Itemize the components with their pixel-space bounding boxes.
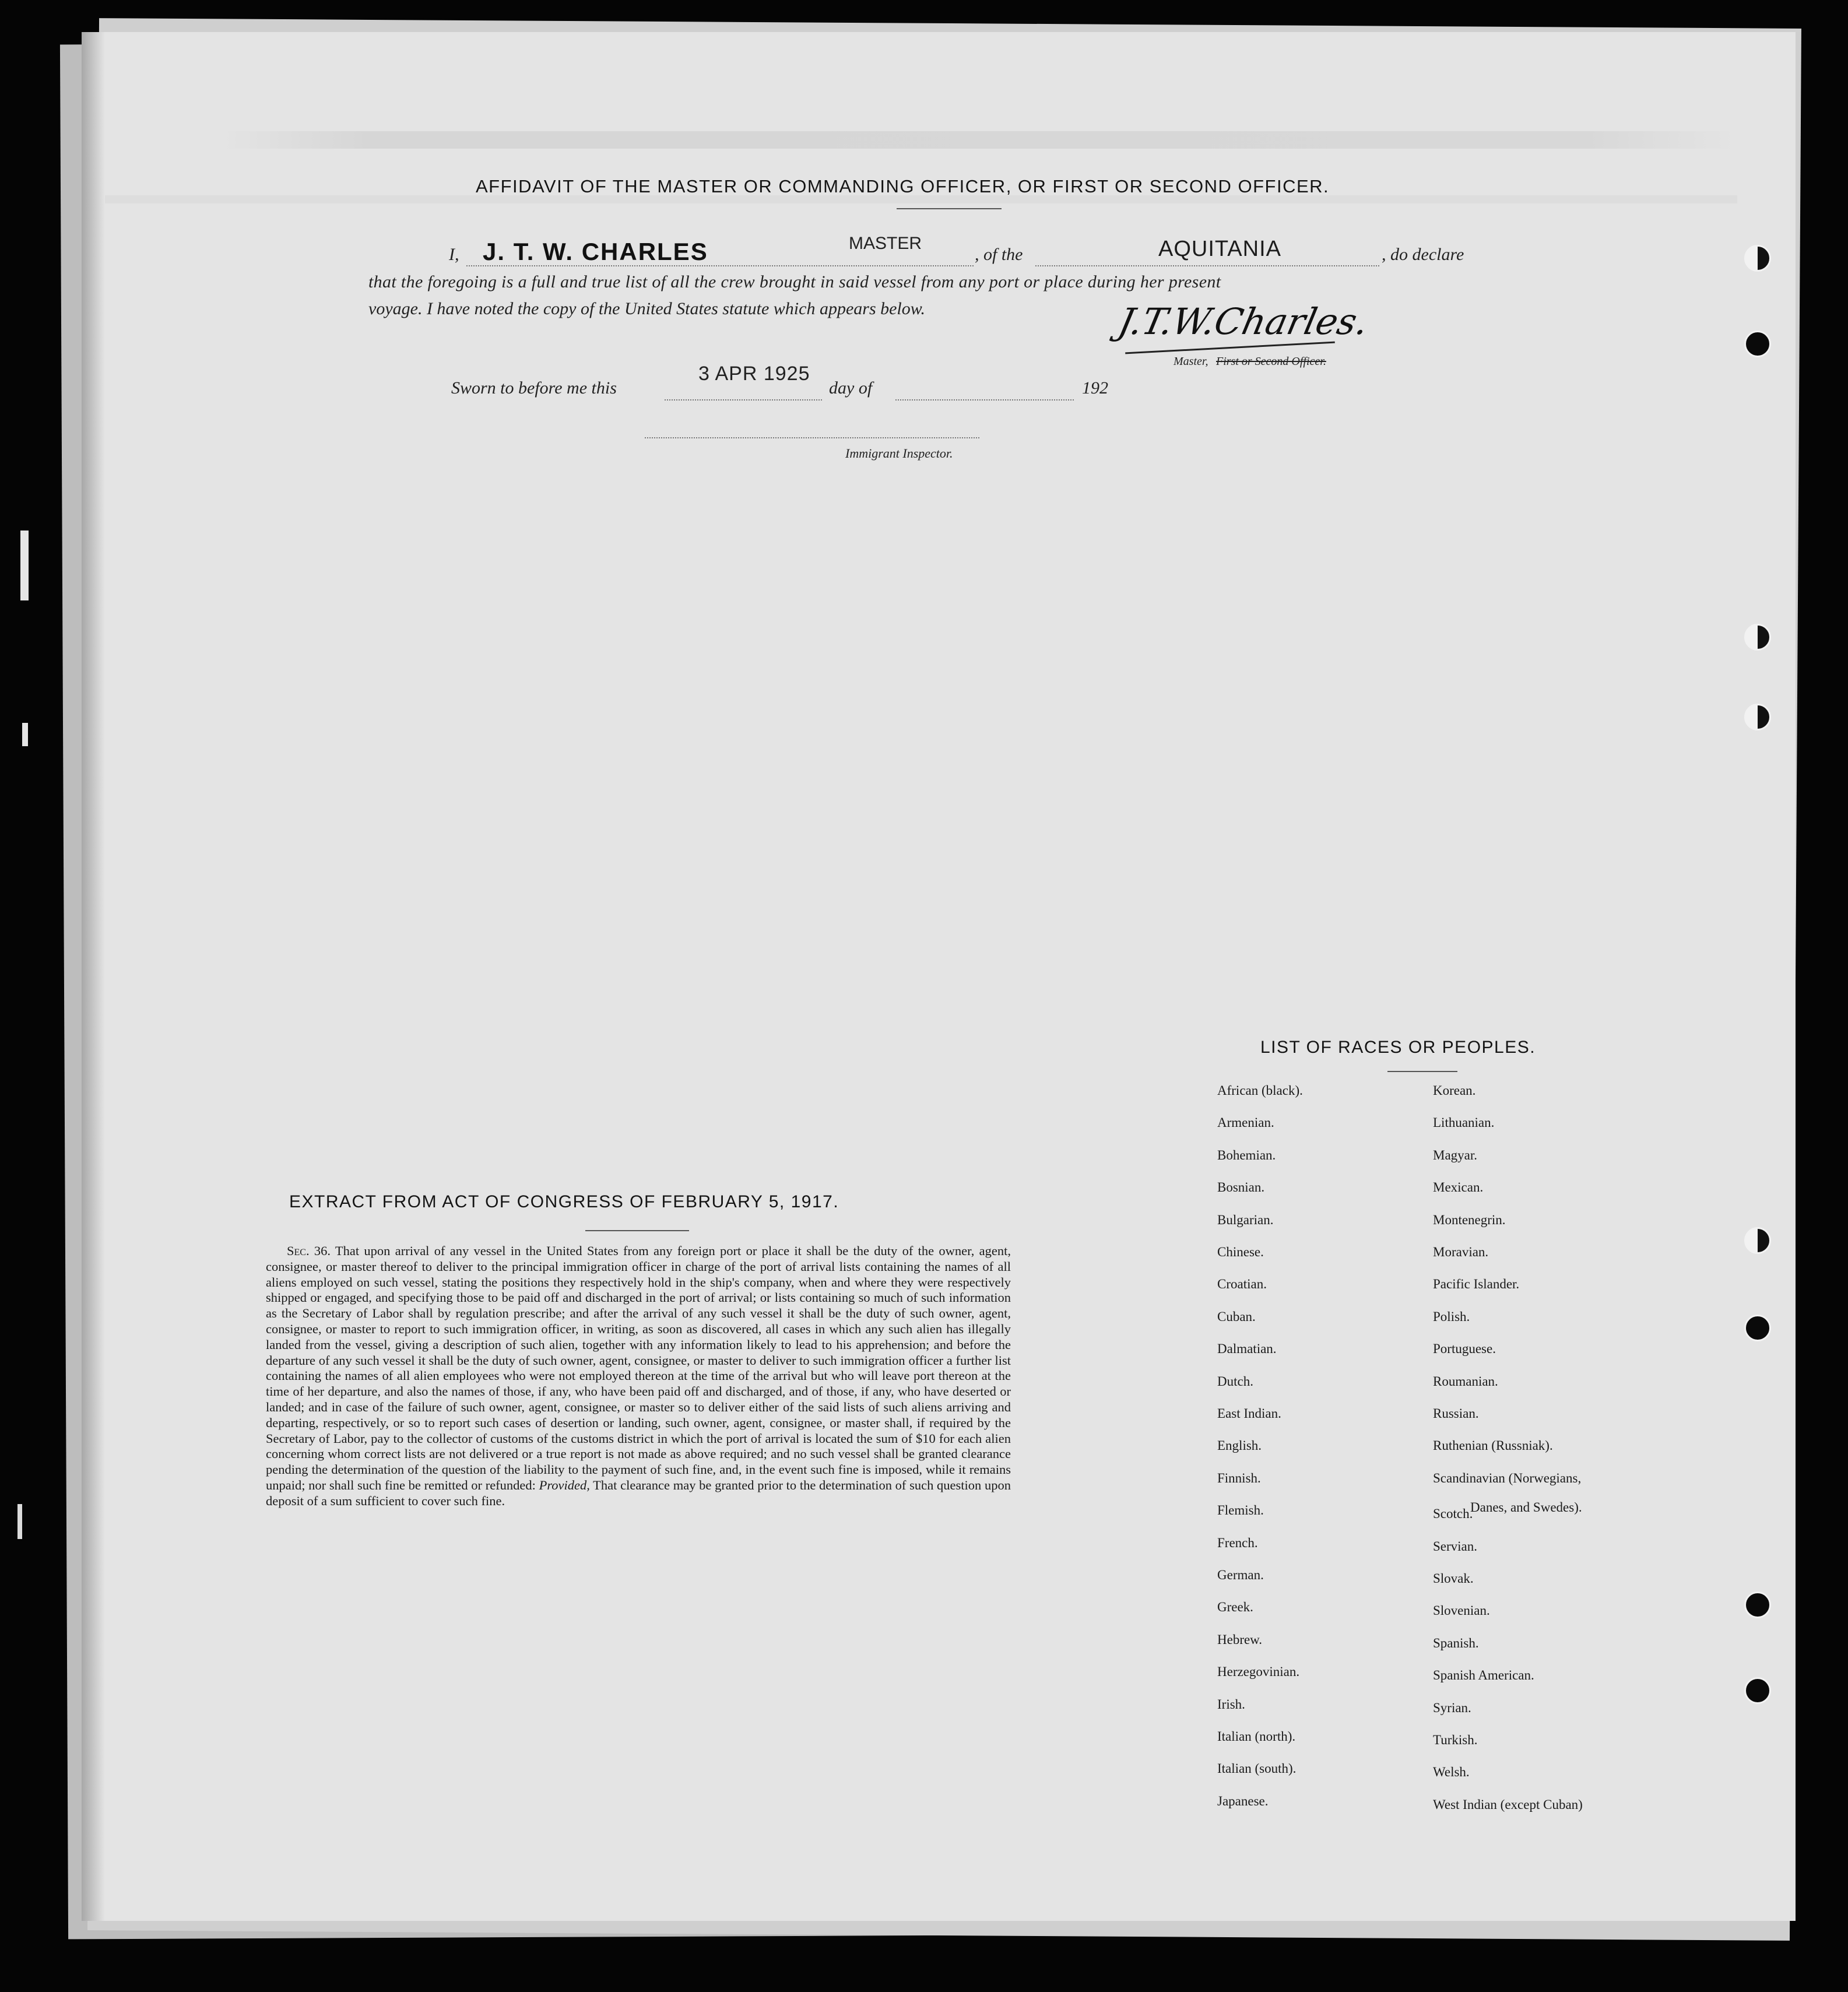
race-item: Servian. bbox=[1433, 1538, 1478, 1554]
master-signature: J.T.W.Charles. bbox=[1115, 300, 1373, 343]
race-item: Moravian. bbox=[1433, 1245, 1489, 1259]
races-divider bbox=[1387, 1071, 1457, 1072]
race-item: Slovenian. bbox=[1433, 1603, 1490, 1618]
sig-caption-master: Master, bbox=[1174, 355, 1208, 368]
binder-hole bbox=[1744, 704, 1771, 730]
extract-divider bbox=[585, 1230, 689, 1231]
race-item: Bulgarian. bbox=[1217, 1212, 1274, 1227]
race-item: Portuguese. bbox=[1433, 1341, 1496, 1357]
sig-caption-struck: First or Second Officer. bbox=[1216, 355, 1326, 368]
race-item: English. bbox=[1217, 1438, 1262, 1453]
act-section-36 bbox=[266, 1243, 1011, 1509]
vessel-name: AQUITANIA bbox=[1158, 237, 1281, 261]
day-underline bbox=[665, 399, 822, 400]
binder-hole bbox=[1744, 1227, 1771, 1254]
act-body: That upon arrival of any vessel in the United States from any foreign port or place it shall be the duty of the owner, agent, consignee, or master thereof to deliver to the principal immigration officer in charge of the port of arrival lists containing the names of all aliens employed on such vessel, stating the positions they respectively hold in the ship's company, when and where they were respectively shipped or engaged, and specifying those to be paid off and discharged in the port of arrival; or lists containing so much of such information as the Secretary of Labor shall by regulation prescribe; and after the arrival of any such vessel it shall be the duty of such owner, agent, consignee, or master to report to such immigration officer, in writing, as soon as discovered, all cases in which any such alien has illegally landed from the vessel, giving a description of such alien, together with any information likely to lead to his apprehension; and before the departure of any such vessel it shall be the duty of such owner, agent, consignee, or master to deliver to such immigration officer a further list containing the names of all alien employees who were not employed thereon at the time of the arrival but who will leave port thereon at the time of her departure, and also the names of those, if any, who have been paid off and discharged, and of those, if any, who have deserted or landed; and in case of the failure of such owner, agent, consignee, or master so to deliver either of the said lists of such aliens arriving and departing, respectively, or so to report such cases of desertion or landing, such owner, agent, consignee, or master shall, if required by the Secretary of Labor, pay to the collector of customs of the customs district in which the port of arrival is located the sum of $10 for each alien concerning whom correct lists are not delivered or a true report is not made as above required; and no such vessel shall be granted clearance pending the determination of the question of the liability to the payment of such fine, and, in the event such fine is imposed, while it remains unpaid; nor shall such fine be remitted or refunded: bbox=[266, 1243, 1011, 1492]
race-item: East Indian. bbox=[1217, 1406, 1281, 1421]
race-item: Scotch. bbox=[1433, 1506, 1473, 1522]
race-item: Danes, and Swedes). bbox=[1470, 1500, 1582, 1515]
race-item: Spanish. bbox=[1433, 1635, 1479, 1650]
race-item: Dalmatian. bbox=[1217, 1341, 1277, 1357]
race-item: Syrian. bbox=[1433, 1700, 1471, 1715]
binder-hole bbox=[1744, 245, 1771, 272]
edge-artifact bbox=[20, 531, 29, 600]
race-item: African (black). bbox=[1217, 1083, 1303, 1098]
race-item: Dutch. bbox=[1217, 1373, 1253, 1389]
affidavit-line-3: voyage. I have noted the copy of the United States statute which appears below. bbox=[368, 299, 926, 318]
race-item: Italian (north). bbox=[1217, 1729, 1296, 1744]
race-item: Scandinavian (Norwegians, bbox=[1433, 1470, 1582, 1485]
binder-hole bbox=[1744, 1315, 1771, 1341]
affidavit-i-label: I, bbox=[449, 245, 459, 264]
race-item: Ruthenian (Russniak). bbox=[1433, 1438, 1553, 1453]
act-body-end: That clearance may be granted prior to the determination of such question upon deposit of a sum sufficient to cover such fine. bbox=[266, 1477, 1011, 1508]
race-item: Bosnian. bbox=[1217, 1180, 1265, 1195]
affidavit-line-2: that the foregoing is a full and true list of all the crew brought in said vessel from any port or place during her present bbox=[368, 272, 1221, 291]
race-item: Irish. bbox=[1217, 1696, 1245, 1712]
act-sec-label: Sec. 36. bbox=[287, 1243, 331, 1258]
race-item: German. bbox=[1217, 1568, 1264, 1582]
race-item: Finnish. bbox=[1217, 1470, 1261, 1485]
bleed-through bbox=[222, 131, 1737, 149]
race-item: Herzegovinian. bbox=[1217, 1664, 1300, 1680]
edge-artifact bbox=[17, 1504, 22, 1539]
binder-hole bbox=[1744, 1677, 1771, 1704]
affidavit-title: AFFIDAVIT OF THE MASTER OR COMMANDING OFFICER, OR FIRST OR SECOND OFFICER. bbox=[476, 176, 1330, 196]
binder-hole bbox=[1744, 331, 1771, 357]
race-item: Russian. bbox=[1433, 1406, 1479, 1421]
day-of-label: day of bbox=[829, 378, 873, 398]
inspector-underline bbox=[645, 437, 979, 438]
document-page bbox=[82, 32, 1796, 1921]
sworn-date-stamp: 3 APR 1925 bbox=[698, 363, 810, 385]
race-item: Croatian. bbox=[1217, 1277, 1267, 1292]
race-item: Armenian. bbox=[1217, 1115, 1274, 1130]
race-item: Roumanian. bbox=[1433, 1373, 1498, 1389]
inspector-label: Immigrant Inspector. bbox=[845, 446, 953, 461]
race-item: Turkish. bbox=[1433, 1733, 1478, 1747]
race-item: French. bbox=[1217, 1535, 1258, 1550]
edge-artifact bbox=[22, 723, 28, 746]
year-prefix: 192 bbox=[1082, 378, 1108, 398]
race-item: Magyar. bbox=[1433, 1147, 1478, 1162]
race-item: Japanese. bbox=[1217, 1793, 1269, 1808]
vessel-underline bbox=[1035, 265, 1379, 266]
master-name: J. T. W. CHARLES bbox=[483, 238, 708, 265]
race-item: Welsh. bbox=[1433, 1765, 1470, 1780]
act-provided: Provided, bbox=[539, 1477, 590, 1492]
left-edge-shadow bbox=[82, 32, 105, 1921]
race-item: Bohemian. bbox=[1217, 1147, 1276, 1162]
race-item: Montenegrin. bbox=[1433, 1212, 1506, 1227]
month-underline bbox=[895, 399, 1074, 400]
binder-hole bbox=[1744, 1592, 1771, 1618]
race-item: Mexican. bbox=[1433, 1180, 1484, 1195]
title-divider bbox=[897, 208, 1002, 209]
race-item: Flemish. bbox=[1217, 1503, 1264, 1518]
binder-hole bbox=[1744, 624, 1771, 651]
race-item: West Indian (except Cuban) bbox=[1433, 1797, 1583, 1812]
race-item: Korean. bbox=[1433, 1083, 1476, 1098]
race-item: Chinese. bbox=[1217, 1245, 1264, 1259]
race-item: Polish. bbox=[1433, 1309, 1470, 1324]
extract-title: EXTRACT FROM ACT OF CONGRESS OF FEBRUARY 5, 1917. bbox=[289, 1192, 839, 1211]
sworn-label: Sworn to before me this bbox=[451, 378, 617, 398]
races-title: LIST OF RACES OR PEOPLES. bbox=[1260, 1038, 1536, 1057]
race-item: Hebrew. bbox=[1217, 1632, 1263, 1647]
race-item: Spanish American. bbox=[1433, 1668, 1534, 1683]
race-item: Cuban. bbox=[1217, 1309, 1256, 1324]
rank-value: MASTER bbox=[849, 234, 922, 253]
race-item: Pacific Islander. bbox=[1433, 1277, 1520, 1292]
name-underline bbox=[466, 265, 974, 266]
of-the-label: , of the bbox=[975, 245, 1023, 264]
do-declare-label: , do declare bbox=[1382, 245, 1464, 264]
signature-underline bbox=[1125, 342, 1335, 354]
race-item: Greek. bbox=[1217, 1600, 1253, 1615]
race-item: Lithuanian. bbox=[1433, 1115, 1495, 1130]
race-item: Italian (south). bbox=[1217, 1761, 1297, 1776]
race-item: Slovak. bbox=[1433, 1571, 1474, 1586]
